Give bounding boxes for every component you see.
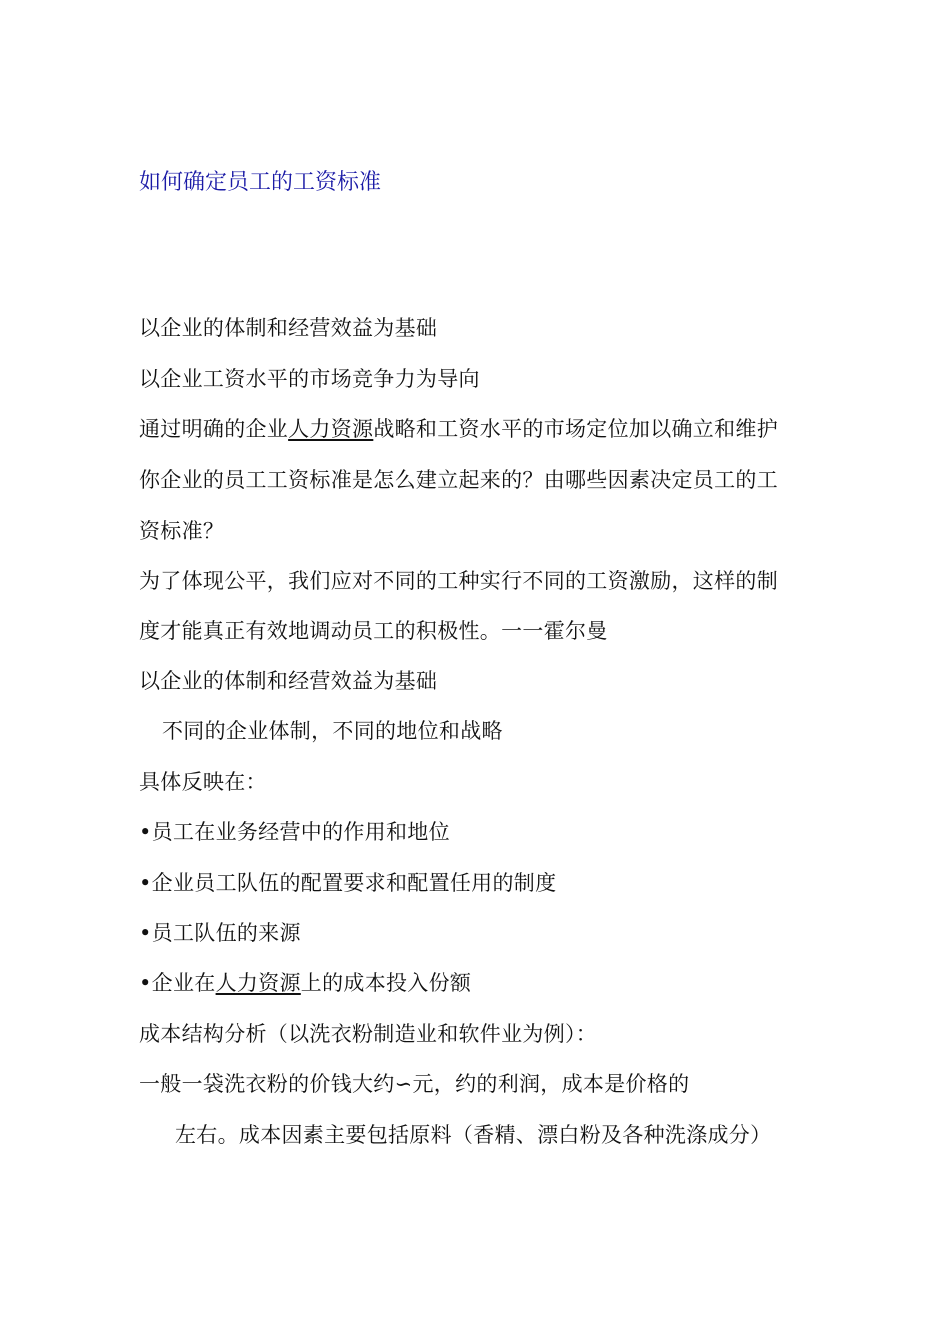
bullet-item-3: •员工队伍的来源 bbox=[139, 921, 301, 945]
bullet-item-4 bbox=[139, 968, 471, 998]
bullet-item-2: •企业员工队伍的配置要求和配置任用的制度 bbox=[139, 871, 557, 895]
paragraph-line-7: 度才能真正有效地调动员工的积极性。一一霍尔曼 bbox=[139, 619, 608, 643]
paragraph-line-8: 以企业的体制和经营效益为基础 bbox=[139, 669, 438, 693]
paragraph-line-9: 不同的企业体制，不同的地位和战略 bbox=[162, 719, 503, 743]
paragraph-line-4: 你企业的员工工资标准是怎么建立起来的？由哪些因素决定员工的工 bbox=[139, 468, 778, 492]
paragraph-line-3 bbox=[139, 414, 778, 444]
paragraph-line-17: 左右。成本因素主要包括原料（香精、漂白粉及各种洗涤成分） bbox=[175, 1123, 772, 1147]
line-3-text-after: 战略和工资水平的市场定位加以确立和维护 bbox=[373, 417, 779, 441]
document-title: 如何确定员工的工资标准 bbox=[139, 170, 382, 195]
paragraph-line-5: 资标准？ bbox=[139, 519, 225, 543]
hr-link[interactable]: 人力资源 bbox=[288, 417, 374, 441]
paragraph-line-10: 具体反映在： bbox=[139, 770, 267, 794]
bullet-4-text-before: •企业在 bbox=[139, 971, 216, 995]
paragraph-line-2: 以企业工资水平的市场竞争力为导向 bbox=[139, 367, 480, 391]
hr-link-2[interactable]: 人力资源 bbox=[215, 971, 301, 995]
paragraph-line-6: 为了体现公平，我们应对不同的工种实行不同的工资激励，这样的制 bbox=[139, 569, 778, 593]
bullet-4-text-after: 上的成本投入份额 bbox=[300, 971, 472, 995]
paragraph-line-16: 一般一袋洗衣粉的价钱大约∽元，约的利润，成本是价格的 bbox=[139, 1072, 690, 1096]
bullet-item-1: •员工在业务经营中的作用和地位 bbox=[139, 820, 450, 844]
paragraph-line-15: 成本结构分析（以洗衣粉制造业和软件业为例）： bbox=[139, 1022, 598, 1046]
line-3-text-before: 通过明确的企业 bbox=[139, 417, 289, 441]
paragraph-line-1: 以企业的体制和经营效益为基础 bbox=[139, 316, 438, 340]
